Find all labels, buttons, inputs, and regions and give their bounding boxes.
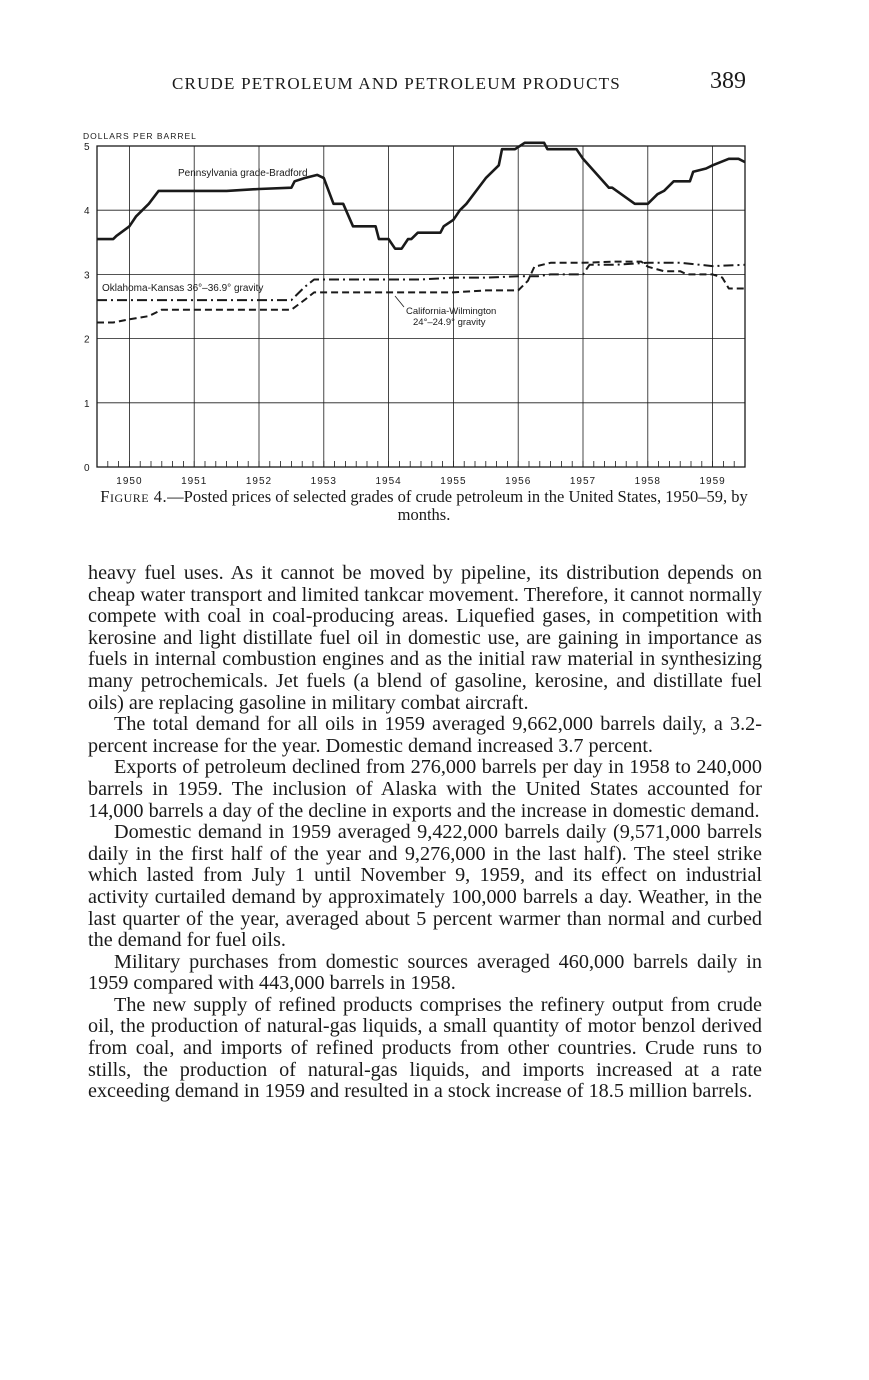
x-tick-label: 1952 [245, 476, 273, 487]
paragraph: Exports of petroleum declined from 276,000 barrels per day in 1958 to 240,000 barrels in 1959. The inclusion of Alaska with the United States accounted for 14,000 barrels a day of the decline in exports and the increase in domestic demand. [88, 756, 762, 822]
x-tick-label: 1954 [375, 476, 402, 487]
y-tick-label: 0 [84, 463, 90, 474]
page-number: 389 [710, 68, 746, 94]
annotation-label: California-Wilmington [406, 306, 497, 317]
x-tick-label: 1957 [569, 476, 597, 487]
x-tick-label: 1955 [440, 476, 467, 487]
running-head: CRUDE PETROLEUM AND PETROLEUM PRODUCTS [172, 74, 621, 93]
x-tick-label: 1950 [116, 476, 143, 487]
y-tick-label: 4 [84, 206, 90, 218]
x-tick-label: 1956 [505, 476, 532, 487]
annotation-label: 24°–24.9° gravity [413, 317, 486, 328]
body-text [88, 563, 762, 1103]
x-tick-label: 1951 [181, 476, 208, 487]
annotation-leader [395, 296, 404, 307]
paragraph: The new supply of refined products comprises the refinery output from crude oil, the production of natural-gas liquids, a small quantity of motor benzol derived from coal, and imports of refined products from other countries. Crude runs to stills, the production of natural-gas liquids, and imports increased at a rate exceeding demand in 1959 and resulted in a stock increase of 18.5 million barrels. [88, 993, 762, 1103]
x-tick-label: 1958 [634, 476, 661, 487]
annotation-label: Pennsylvania grade-Bradford [178, 168, 308, 179]
price-line-chart [0, 0, 869, 490]
paragraph: heavy fuel uses. As it cannot be moved by pipeline, its distribution depends on cheap water transport and limited tankcar movement. Therefore, it cannot normally compete with coal in coal-producing areas. Liquefied gases, in competition with kerosine and light distillate fuel oil in domestic use, are gaining in importance as fuels in internal combustion engines and as the initial raw material in synthesizing many petrochemicals. Jet fuels (a blend of gasoline, kerosine, and distillate fuel oils) are replacing gasoline in military combat aircraft. [88, 562, 762, 714]
chart-labels [83, 131, 726, 487]
y-axis-label: DOLLARS PER BARREL [83, 131, 197, 141]
y-tick-label: 3 [84, 270, 90, 282]
x-tick-label: 1953 [310, 476, 337, 487]
figure-caption-text: —Posted prices of selected grades of crude petroleum in the United States, 1950–59, by months. [167, 487, 748, 524]
paragraph: Domestic demand in 1959 averaged 9,422,000 barrels daily (9,571,000 barrels daily in the first half of the year and 9,276,000 in the last half). The steel strike which lasted from July 1 until November 9, 1959, and its effect on industrial activity curtailed demand by approximately 100,000 barrels a day. Weather, in the last quarter of the year, averaged about 5 percent warmer than normal and curbed the demand for fuel oils. [88, 821, 762, 952]
y-tick-label: 1 [84, 398, 90, 410]
figure-caption [88, 488, 760, 524]
y-tick-label: 5 [84, 142, 90, 153]
paragraph: The total demand for all oils in 1959 averaged 9,662,000 barrels daily, a 3.2-percent increase for the year. Domestic demand increased 3.7 percent. [88, 713, 762, 757]
x-tick-label: 1959 [699, 476, 726, 487]
paragraph: Military purchases from domestic sources averaged 460,000 barrels daily in 1959 compared with 443,000 barrels in 1958. [88, 950, 762, 995]
y-tick-label: 2 [84, 334, 90, 346]
annotation-label: Oklahoma-Kansas 36°–36.9° gravity [102, 283, 264, 294]
figure-label: Figure 4. [100, 487, 168, 506]
